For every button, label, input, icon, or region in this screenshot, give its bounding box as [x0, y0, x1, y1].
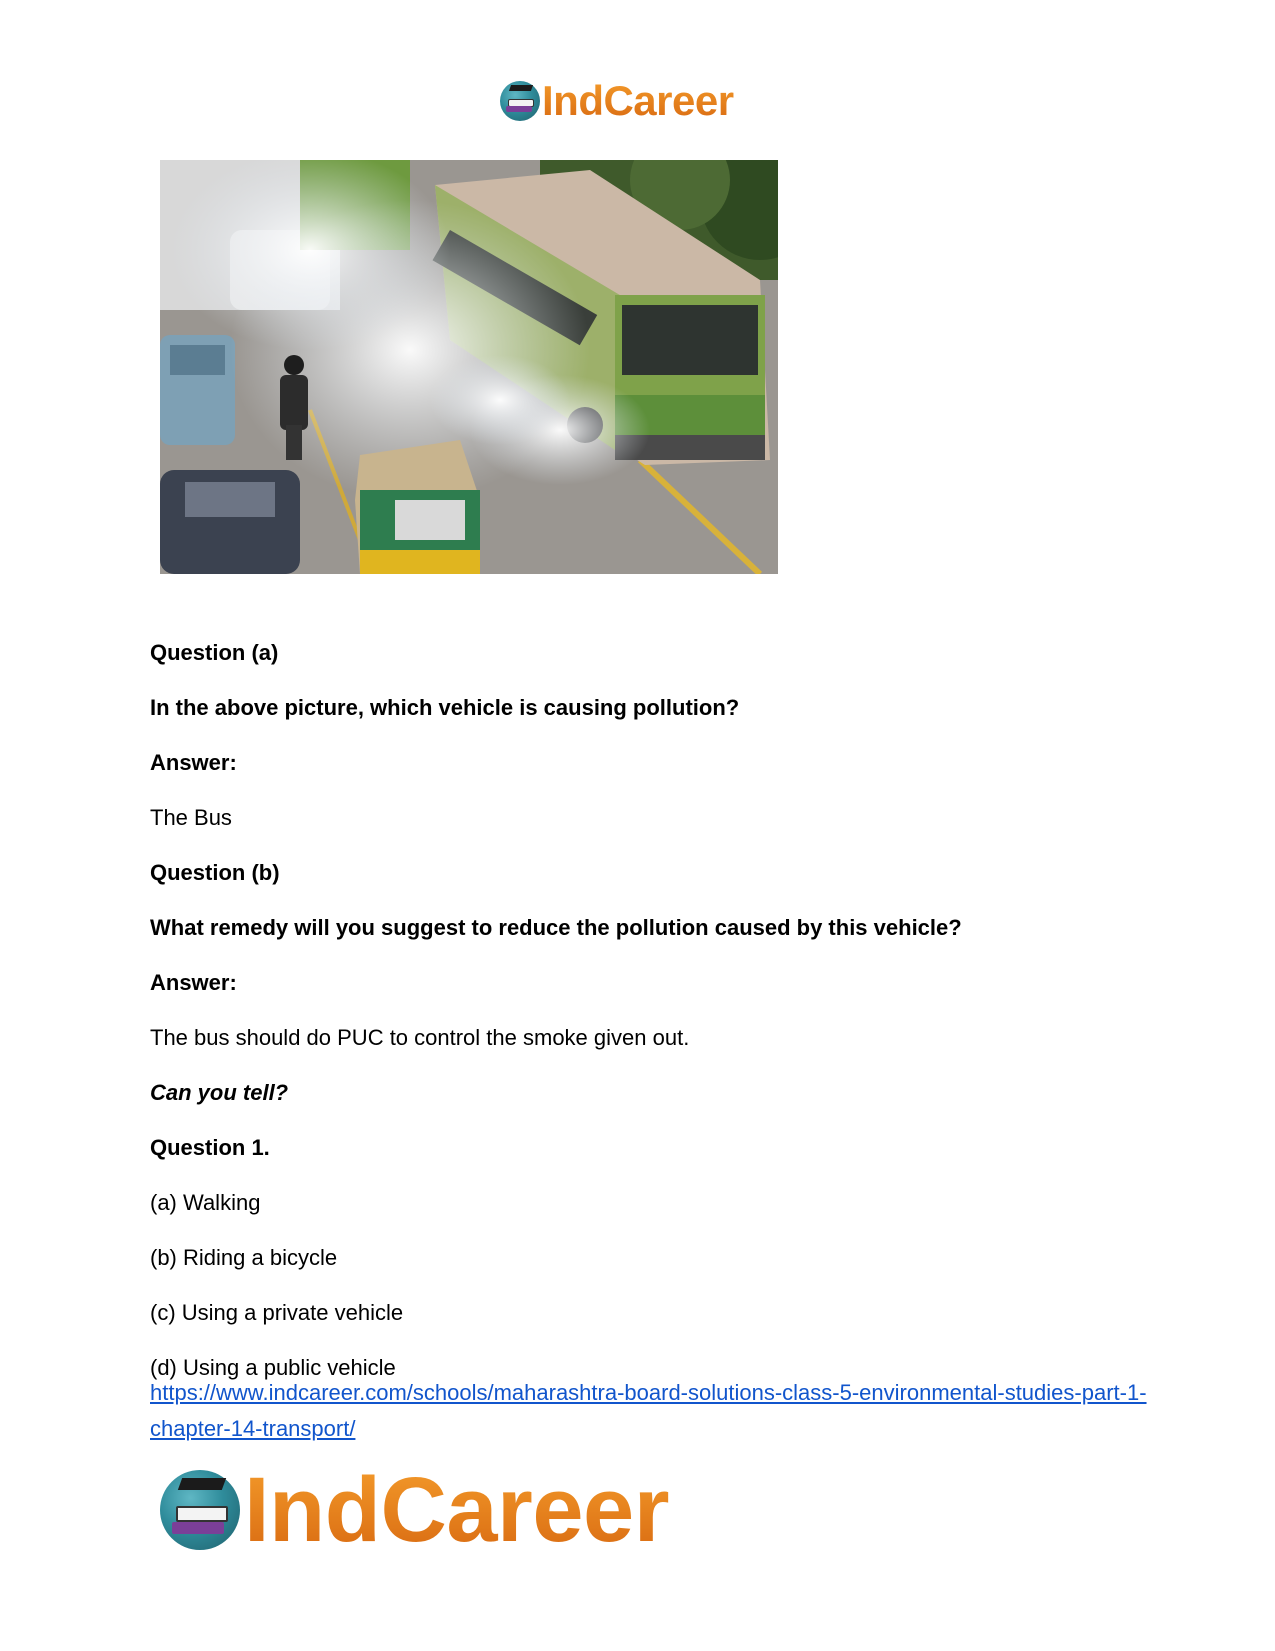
brand-wordmark: IndCareer: [542, 77, 734, 124]
question-b-label: Question (b): [150, 860, 280, 885]
book-globe-icon: [500, 81, 540, 121]
question-b-text: What remedy will you suggest to reduce the pollution caused by this vehicle?: [150, 915, 962, 940]
section-heading: Can you tell?: [150, 1080, 289, 1105]
question-1-label: Question 1.: [150, 1135, 270, 1160]
option-d: (d) Using a public vehicle: [150, 1355, 396, 1380]
brand-wordmark: IndCareer: [244, 1459, 669, 1561]
header-logo: [500, 78, 734, 124]
question-a-text: In the above picture, which vehicle is causing pollution?: [150, 695, 740, 720]
answer-a-text: The Bus: [150, 805, 232, 830]
source-link[interactable]: https://www.indcareer.com/schools/maharashtra-board-solutions-class-5-environmental-studies-part-1-chapter-14-transport/: [150, 1380, 1147, 1441]
question-a-label: Question (a): [150, 640, 279, 665]
answer-a-label: Answer:: [150, 750, 237, 775]
footer-logo: [160, 1459, 669, 1561]
answer-b-label: Answer:: [150, 970, 237, 995]
option-a: (a) Walking: [150, 1190, 261, 1215]
answer-b-text: The bus should do PUC to control the smoke given out.: [150, 1025, 690, 1050]
option-c: (c) Using a private vehicle: [150, 1300, 404, 1325]
book-globe-icon: [160, 1470, 240, 1550]
bus-pollution-photo: [160, 160, 778, 574]
option-b: (b) Riding a bicycle: [150, 1245, 338, 1270]
